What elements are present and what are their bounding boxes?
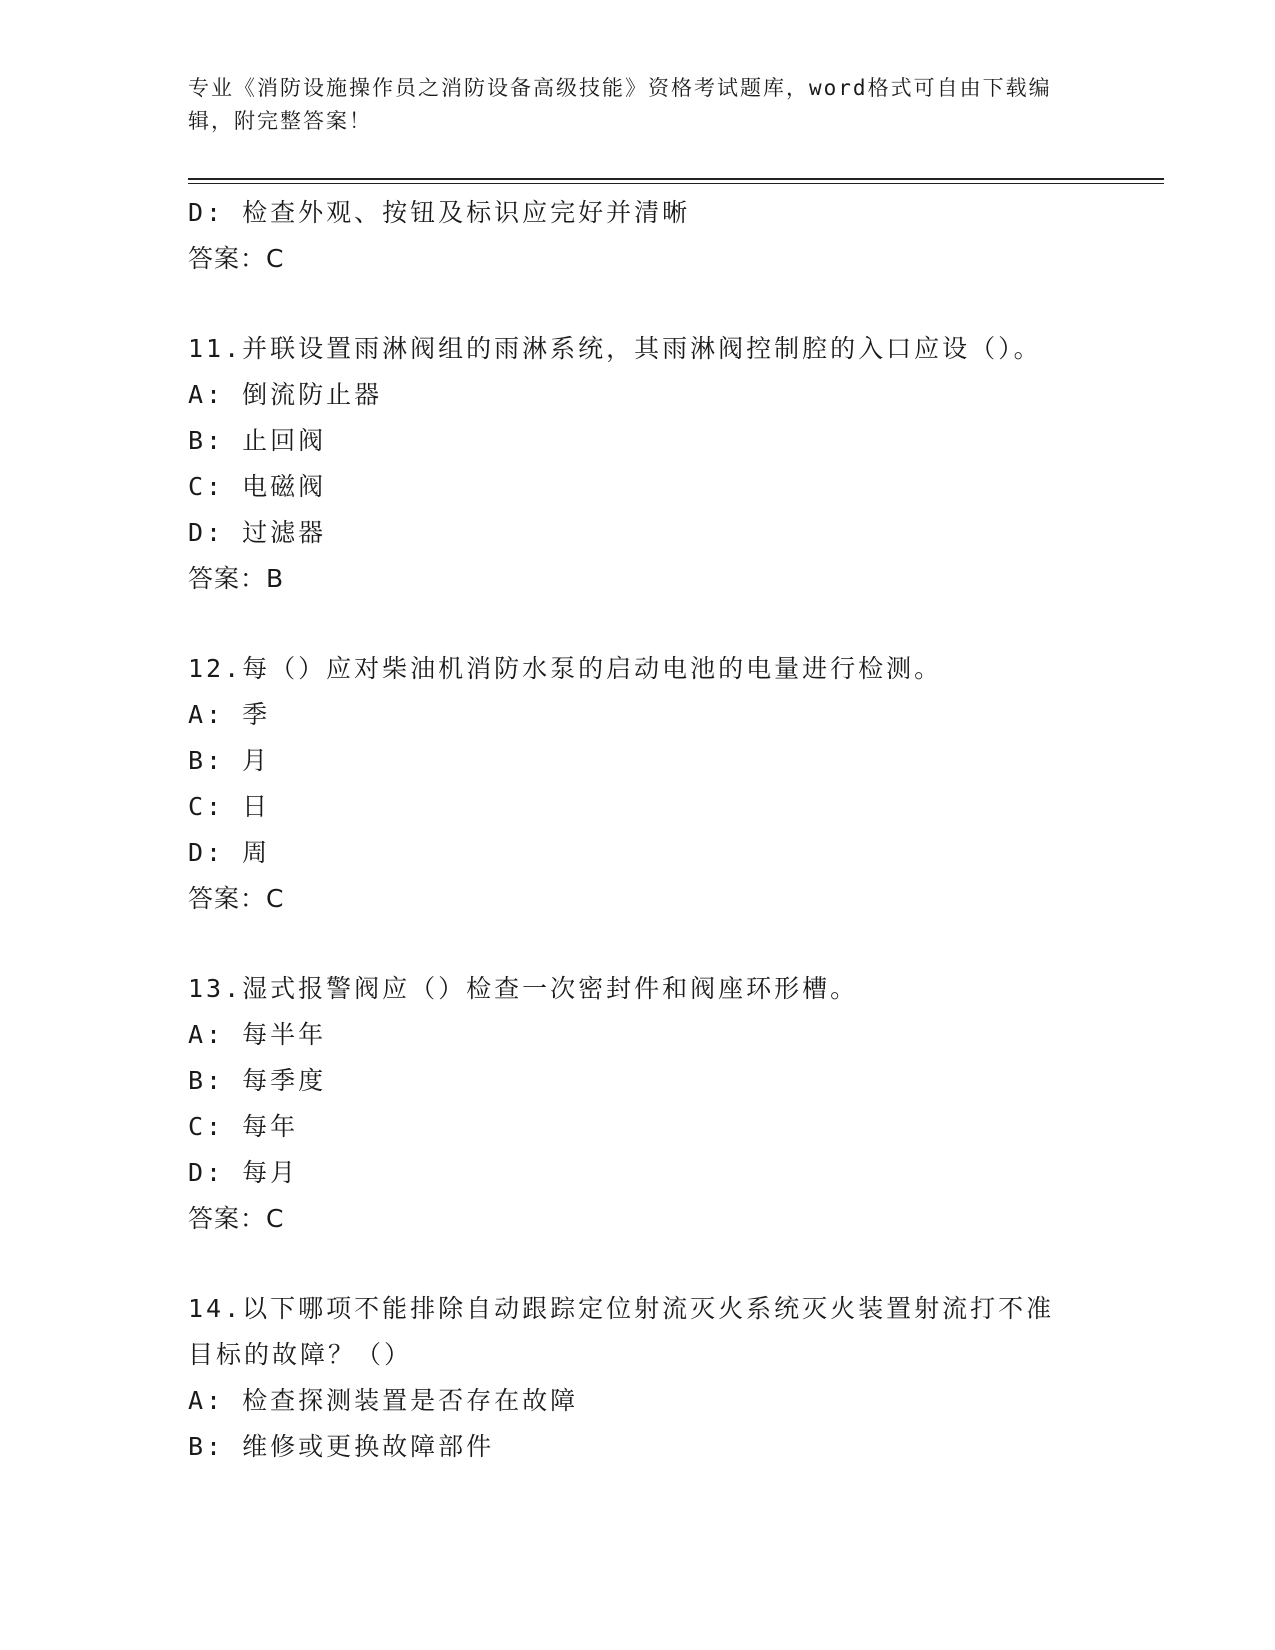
question-stem-line-2: 目标的故障？（） [188,1340,413,1369]
question-14 [188,1286,1088,1470]
option-c: C: 日 [188,792,271,821]
option-a: A: 倒流防止器 [188,380,383,409]
option-c: C: 每年 [188,1112,299,1141]
option-a: A: 检查探测装置是否存在故障 [188,1386,579,1415]
document-header: 专业《消防设施操作员之消防设备高级技能》资格考试题库，word格式可自由下载编辑，附完整答案！ [188,76,1052,133]
option-a: A: 季 [188,700,271,729]
question-11 [188,326,1088,602]
question-13 [188,966,1088,1242]
option-b: B: 止回阀 [188,426,327,455]
answer: 答案：C [188,244,285,273]
option-c: C: 电磁阀 [188,472,327,501]
option-d: D: 检查外观、按钮及标识应完好并清晰 [188,198,691,227]
option-b: B: 维修或更换故障部件 [188,1432,495,1461]
option-d: D: 过滤器 [188,518,327,547]
question-stem: 11.并联设置雨淋阀组的雨淋系统，其雨淋阀控制腔的入口应设（）。 [188,334,1042,363]
question-list [188,190,1088,1470]
answer: 答案：B [188,564,285,593]
option-d: D: 周 [188,838,271,867]
option-b: B: 每季度 [188,1066,327,1095]
option-b: B: 月 [188,746,271,775]
answer: 答案：C [188,1204,285,1233]
option-d: D: 每月 [188,1158,299,1187]
question-12 [188,646,1088,922]
header-divider [188,178,1164,184]
question-stem: 12.每（）应对柴油机消防水泵的启动电池的电量进行检测。 [188,654,943,683]
option-a: A: 每半年 [188,1020,327,1049]
answer: 答案：C [188,884,285,913]
question-stem: 13.湿式报警阀应（）检查一次密封件和阀座环形槽。 [188,974,859,1003]
question-stem-line-1: 14.以下哪项不能排除自动跟踪定位射流灭火系统灭火装置射流打不准 [188,1294,1055,1323]
